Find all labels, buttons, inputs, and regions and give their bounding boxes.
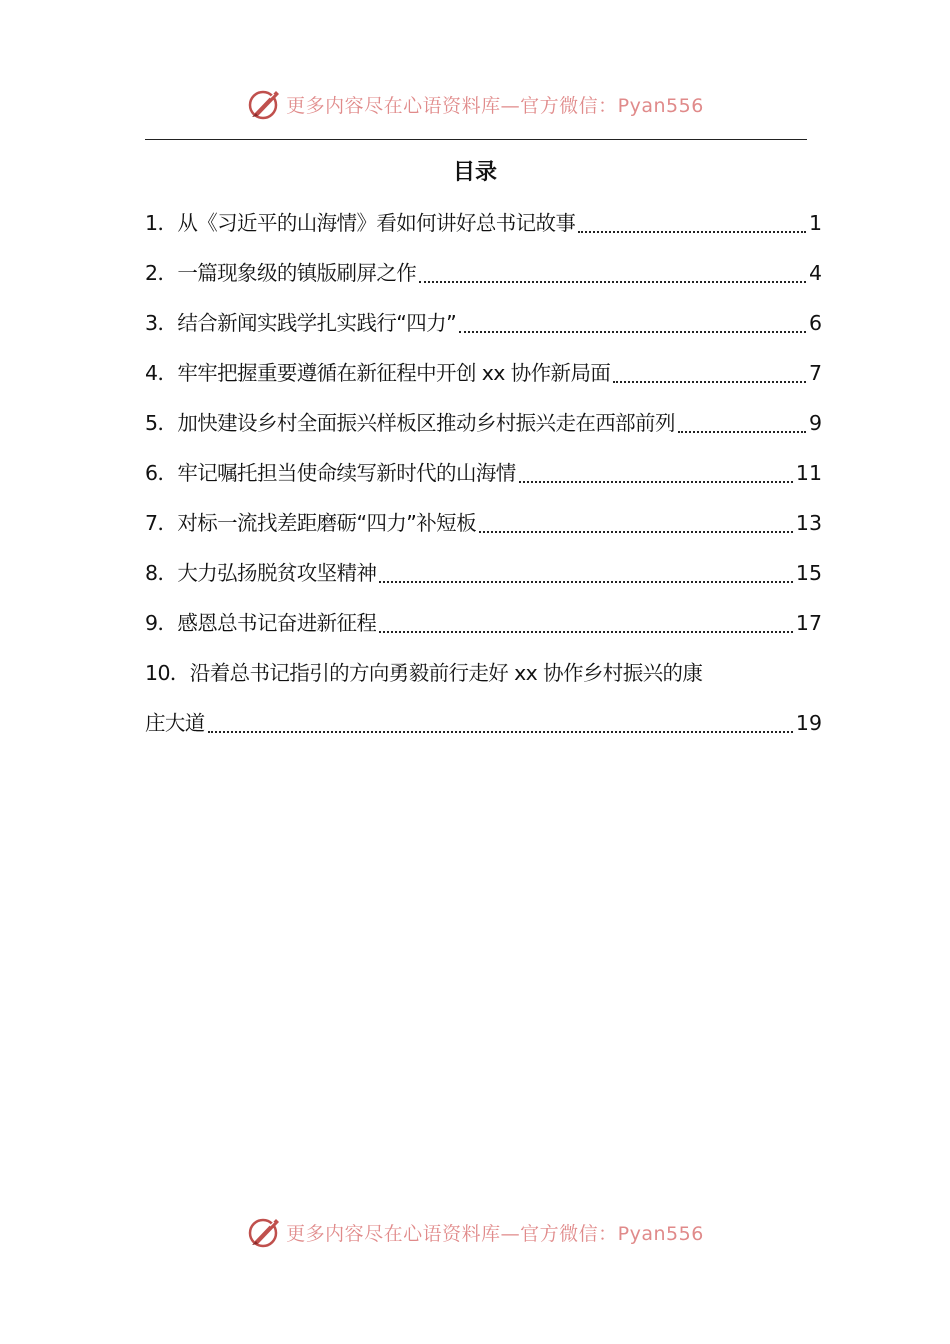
footer-banner: [0, 1210, 950, 1254]
toc-item[interactable]: [145, 448, 822, 498]
toc-item-number: 7．: [145, 511, 178, 535]
quill-pen-icon: [246, 86, 282, 122]
toc-item[interactable]: [145, 498, 822, 548]
toc-item-title: 牢记嘱托担当使命续写新时代的山海情: [177, 461, 516, 485]
toc-item-title: 大力弘扬脱贫攻坚精神: [177, 561, 377, 585]
toc-item[interactable]: [145, 298, 822, 348]
banner-text: 更多内容尽在心语资料库—官方微信：Pyan556: [286, 1222, 704, 1245]
toc-leader-dots: [459, 331, 806, 333]
quill-pen-icon: [246, 1214, 282, 1250]
toc-item-page: 6: [808, 311, 822, 335]
banner-text: 更多内容尽在心语资料库—官方微信：Pyan556: [286, 94, 704, 117]
toc-item[interactable]: [145, 598, 822, 648]
toc-item-title: 加快建设乡村全面振兴样板区推动乡村振兴走在西部前列: [177, 411, 675, 435]
toc-item-title-line2: 庄大道: [145, 711, 205, 735]
toc-item[interactable]: [145, 548, 822, 598]
toc-item-title: 感恩总书记奋进新征程: [177, 611, 377, 635]
toc-item-number: 9．: [145, 611, 178, 635]
toc-item[interactable]: [145, 648, 822, 698]
table-of-contents: [145, 198, 822, 748]
toc-item-number: 1．: [145, 211, 178, 235]
toc-item-number: 4．: [145, 361, 178, 385]
toc-leader-dots: [419, 281, 806, 283]
toc-item[interactable]: [145, 348, 822, 398]
toc-item[interactable]: [145, 248, 822, 298]
toc-heading: 目录: [452, 160, 497, 185]
toc-item-title: 一篇现象级的镇版刷屏之作: [177, 261, 417, 285]
toc-item-page: 11: [795, 461, 822, 485]
toc-item-title: 结合新闻实践学扎实践行“四力”: [177, 311, 457, 335]
banner-contact: Pyan556: [617, 1222, 704, 1245]
toc-leader-dots: [208, 731, 793, 733]
toc-item-title: 对标一流找差距磨砺“四力”补短板: [177, 511, 476, 535]
toc-item-page: 4: [808, 261, 822, 285]
toc-item-continuation[interactable]: [145, 698, 822, 748]
toc-leader-dots: [379, 631, 793, 633]
toc-leader-dots: [678, 431, 806, 433]
toc-leader-dots: [479, 531, 793, 533]
toc-item-page: 15: [795, 561, 822, 585]
toc-leader-dots: [578, 231, 806, 233]
toc-leader-dots: [519, 481, 793, 483]
header-divider: [145, 139, 807, 140]
toc-item-title-line1: 沿着总书记指引的方向勇毅前行走好 xx 协作乡村振兴的康: [189, 661, 703, 685]
toc-item-number: 8．: [145, 561, 178, 585]
toc-item-title: 从《习近平的山海情》看如何讲好总书记故事: [177, 211, 576, 235]
toc-item-page: 19: [795, 711, 822, 735]
toc-leader-dots: [613, 381, 806, 383]
toc-item-number: 2．: [145, 261, 178, 285]
banner-contact: Pyan556: [617, 94, 704, 117]
toc-item-title: 牢牢把握重要遵循在新征程中开创 xx 协作新局面: [177, 361, 611, 385]
toc-item[interactable]: [145, 198, 822, 248]
toc-item-number: 10．: [145, 661, 190, 685]
toc-item-number: 3．: [145, 311, 178, 335]
toc-item-page: 13: [795, 511, 822, 535]
toc-leader-dots: [379, 581, 793, 583]
header-banner: [0, 82, 950, 126]
toc-item-number: 5．: [145, 411, 178, 435]
toc-item-page: 17: [795, 611, 822, 635]
toc-item-page: 7: [808, 361, 822, 385]
toc-item[interactable]: [145, 398, 822, 448]
toc-item-number: 6．: [145, 461, 178, 485]
toc-item-page: 9: [808, 411, 822, 435]
toc-item-page: 1: [808, 211, 822, 235]
